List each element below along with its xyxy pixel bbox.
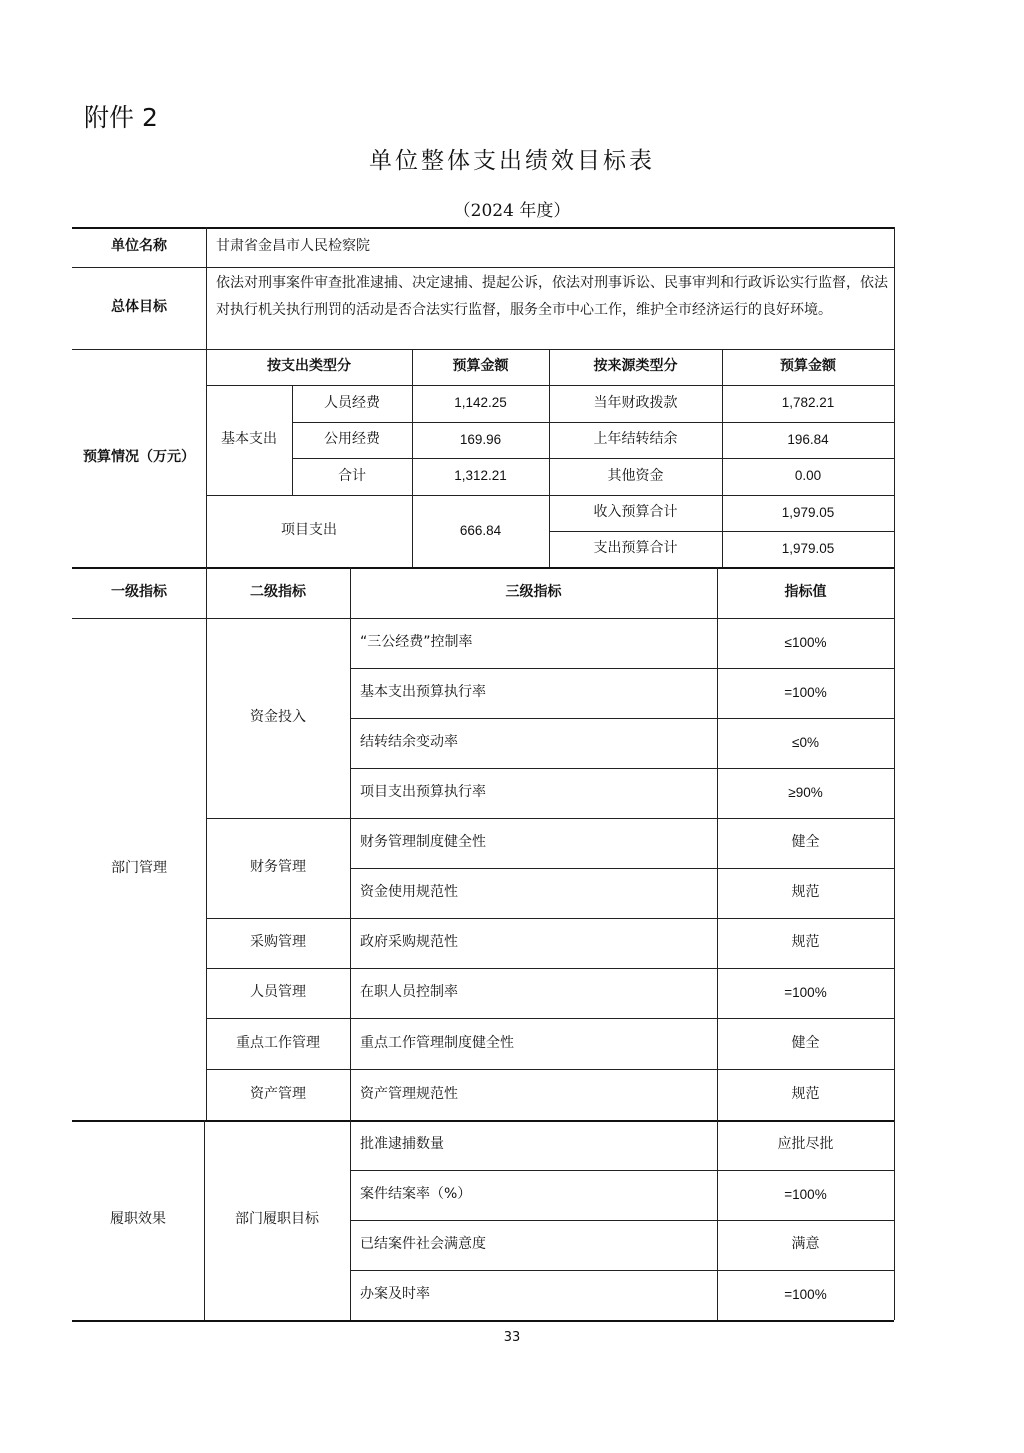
indicator-name: 财务管理制度健全性 <box>360 834 486 851</box>
expense-total-value: 1,979.05 <box>781 540 835 556</box>
indicator-name: 资产管理规范性 <box>360 1085 458 1102</box>
indicator-value: 健全 <box>791 1034 820 1051</box>
level2-procurement: 采购管理 <box>250 934 306 951</box>
indicator-value: =100% <box>784 1186 827 1202</box>
fiscal-label: 当年财政拨款 <box>593 394 678 411</box>
indicator-name: 办案及时率 <box>360 1286 430 1303</box>
header-level1: 一级指标 <box>111 583 167 600</box>
indicator-name: 政府采购规范性 <box>360 934 458 951</box>
level1-dept-management: 部门管理 <box>111 860 167 877</box>
income-total-value: 1,979.05 <box>781 504 835 520</box>
subtotal-value: 1,312.21 <box>454 468 507 484</box>
budget-label: 预算情况（万元） <box>83 449 195 466</box>
indicator-name: 结转结余变动率 <box>360 734 458 751</box>
public-label: 公用经费 <box>324 431 380 448</box>
indicator-value: ≤0% <box>792 734 819 750</box>
project-expense-label: 项目支出 <box>281 522 337 539</box>
page-title: 单位整体支出绩效目标表 <box>369 148 655 174</box>
level2-duty-target: 部门履职目标 <box>235 1211 319 1228</box>
year-label: （2024 年度） <box>453 201 571 221</box>
header-value: 指标值 <box>784 583 827 600</box>
indicator-value: 健全 <box>791 834 820 851</box>
indicator-value: ≤100% <box>784 634 827 650</box>
unit-name-label: 单位名称 <box>111 238 167 255</box>
indicator-value: 满意 <box>791 1236 820 1253</box>
other-funds-value: 0.00 <box>794 468 822 484</box>
indicator-name: 项目支出预算执行率 <box>360 784 486 801</box>
indicator-name: 案件结案率（%） <box>360 1186 472 1203</box>
indicator-name: 批准逮捕数量 <box>360 1136 444 1153</box>
indicator-name: “三公经费”控制率 <box>360 634 473 651</box>
col-expense-type: 按支出类型分 <box>267 358 351 375</box>
basic-expense-label: 基本支出 <box>221 431 277 448</box>
project-expense-value: 666.84 <box>459 522 502 538</box>
goal-text: 依法对刑事案件审查批准逮捕、决定逮捕、提起公诉，依法对刑事诉讼、民事审判和行政诉讼实行监督，依法对执行机关执行刑罚的活动是否合法实行监督，服务全市中心工作，维护全市经济运行的良好环境。 <box>216 275 888 318</box>
header-level2: 二级指标 <box>250 583 306 600</box>
expense-total-label: 支出预算合计 <box>593 540 678 557</box>
fiscal-value: 1,782.21 <box>781 395 835 411</box>
income-total-label: 收入预算合计 <box>593 504 678 521</box>
other-funds-label: 其他资金 <box>607 467 664 484</box>
indicator-value: 应批尽批 <box>777 1136 834 1153</box>
indicator-value: =100% <box>784 1286 827 1302</box>
indicator-value: =100% <box>784 684 827 700</box>
indicator-name: 重点工作管理制度健全性 <box>360 1034 514 1051</box>
level2-financial: 财务管理 <box>250 859 306 876</box>
indicator-name: 资金使用规范性 <box>360 884 458 901</box>
indicator-value: ≥90% <box>788 784 823 800</box>
carryover-value: 196.84 <box>787 431 829 447</box>
indicator-name: 基本支出预算执行率 <box>360 684 486 701</box>
public-value: 169.96 <box>459 431 502 447</box>
indicator-value: 规范 <box>791 884 820 901</box>
indicator-name: 已结案件社会满意度 <box>360 1236 486 1253</box>
page-number: 33 <box>503 1330 521 1345</box>
indicator-value: =100% <box>784 984 827 1000</box>
col-source-type: 按来源类型分 <box>593 358 678 375</box>
personnel-value: 1,142.25 <box>454 395 507 411</box>
col-amount: 预算金额 <box>452 358 509 375</box>
goal-label: 总体目标 <box>111 299 167 316</box>
personnel-label: 人员经费 <box>324 394 380 411</box>
unit-name-value: 甘肃省金昌市人民检察院 <box>216 238 370 255</box>
level2-funding: 资金投入 <box>250 709 306 726</box>
indicator-name: 在职人员控制率 <box>360 984 458 1001</box>
indicator-value: 规范 <box>791 1085 820 1102</box>
subtotal-label: 合计 <box>338 467 366 484</box>
level2-assets: 资产管理 <box>250 1085 306 1102</box>
level2-key-work: 重点工作管理 <box>236 1034 320 1051</box>
attachment-label: 附件 2 <box>84 103 158 132</box>
header-level3: 三级指标 <box>505 583 562 600</box>
col-amount-2: 预算金额 <box>780 358 836 375</box>
level2-personnel: 人员管理 <box>250 984 306 1001</box>
level1-performance: 履职效果 <box>110 1211 166 1228</box>
carryover-label: 上年结转结余 <box>593 431 678 448</box>
indicator-value: 规范 <box>791 934 820 951</box>
